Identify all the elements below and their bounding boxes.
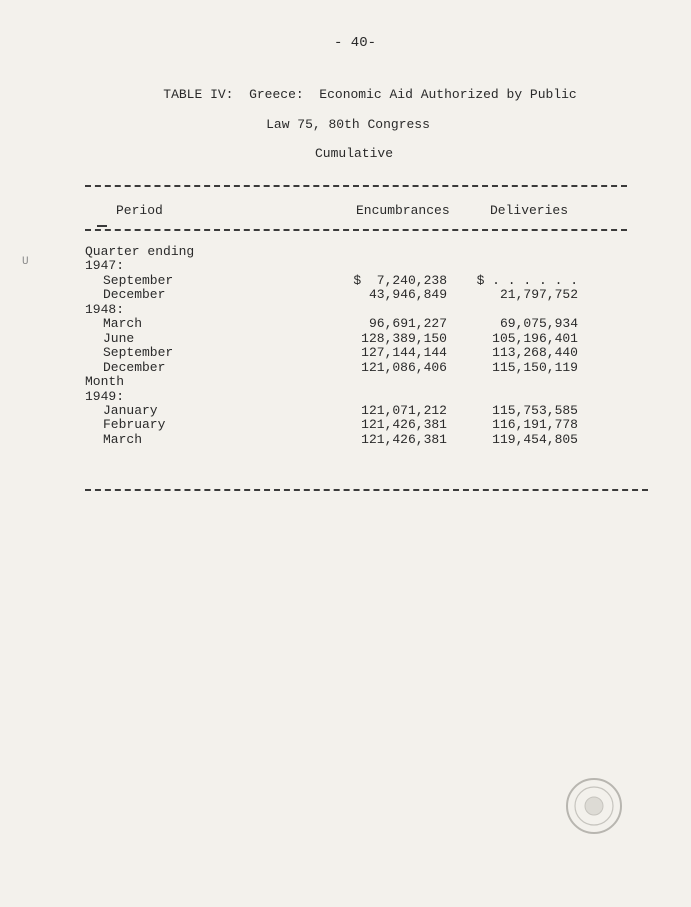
table-title-line1: TABLE IV: Greece: Economic Aid Authorized by Public xyxy=(163,87,577,102)
encumbrances-value: 121,086,406 xyxy=(361,359,447,375)
top-rule xyxy=(85,185,627,187)
row-label: December xyxy=(103,287,166,303)
page-number: - 40- xyxy=(333,35,377,51)
row-label: June xyxy=(103,330,135,346)
encumbrances-value: 121,071,212 xyxy=(361,402,447,418)
deliveries-value: 105,196,401 xyxy=(492,330,578,346)
row-label: February xyxy=(103,417,166,433)
table-title-line2: Law 75, 80th Congress xyxy=(266,117,430,132)
row-label: 1948: xyxy=(85,301,125,317)
deliveries-value: 69,075,934 xyxy=(499,316,578,332)
encumbrances-value: 128,389,150 xyxy=(361,330,447,346)
encumbrances-value: 121,426,381 xyxy=(361,417,447,433)
deliveries-value: 21,797,752 xyxy=(499,287,578,303)
row-label: March xyxy=(103,431,143,447)
encumbrances-value: 127,144,144 xyxy=(361,345,447,361)
column-header-deliveries: Deliveries xyxy=(490,203,569,218)
deliveries-value: $ . . . . . . xyxy=(476,272,578,288)
margin-mark: U xyxy=(22,256,29,268)
table-title-line3: Cumulative xyxy=(314,146,394,161)
deliveries-value: 116,191,778 xyxy=(492,417,578,433)
row-label: Quarter ending xyxy=(85,244,195,259)
deliveries-value: 115,753,585 xyxy=(492,402,578,418)
row-label: March xyxy=(103,316,143,332)
encumbrances-value: 121,426,381 xyxy=(361,431,447,447)
row-label: September xyxy=(103,345,174,361)
row-label: December xyxy=(103,359,166,375)
deliveries-value: 119,454,805 xyxy=(492,431,578,447)
bottom-rule xyxy=(85,489,648,491)
encumbrances-value: 96,691,227 xyxy=(368,316,447,332)
header-dash xyxy=(97,225,107,227)
column-header-encumbrances: Encumbrances xyxy=(356,203,450,218)
header-rule xyxy=(85,229,627,231)
archive-stamp-seal xyxy=(565,777,623,835)
deliveries-value: 115,150,119 xyxy=(492,359,578,375)
row-label: 1949: xyxy=(85,388,125,404)
deliveries-value: 113,268,440 xyxy=(492,345,578,361)
row-label: September xyxy=(103,272,174,288)
encumbrances-value: 43,946,849 xyxy=(368,287,447,303)
column-header-period: Period xyxy=(116,203,163,218)
row-label: Month xyxy=(85,374,125,390)
encumbrances-value: $ 7,240,238 xyxy=(353,272,447,288)
row-label: January xyxy=(103,402,158,418)
row-label: 1947: xyxy=(85,258,125,274)
